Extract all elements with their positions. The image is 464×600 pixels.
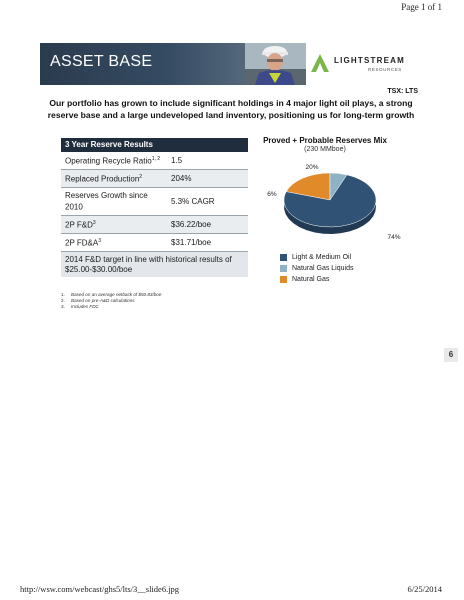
legend-swatch-natural-gas — [280, 276, 287, 283]
footnotes — [61, 292, 161, 309]
table-title: 3 Year Reserve Results — [61, 138, 248, 152]
row-value: $36.22/boe — [171, 219, 212, 229]
row-value: 204% — [171, 173, 192, 183]
slide — [40, 36, 454, 359]
intro-text — [40, 97, 422, 121]
ticker-symbol: TSX: LTS — [387, 88, 418, 95]
legend-item: Light & Medium Oil — [280, 252, 353, 263]
chart-title: Proved + Probable Reserves Mix — [263, 136, 387, 145]
chart-subtitle: (230 MMboe) — [304, 146, 346, 153]
legend-item: Natural Gas Liquids — [280, 263, 353, 274]
table-row — [61, 234, 248, 252]
pie-data-label: 74% — [387, 234, 401, 241]
table-row — [61, 216, 248, 234]
table-row — [61, 188, 248, 216]
legend-swatch-ngl — [280, 265, 287, 272]
legend-item: Natural Gas — [280, 274, 353, 285]
legend-swatch-light-oil — [280, 254, 287, 261]
footer-date: 6/25/2014 — [407, 584, 442, 594]
row-label: Replaced Production$^2$ — [65, 174, 143, 184]
table-body — [61, 152, 248, 252]
footer-url: http://wsw.com/webcast/ghs5/lts/3__slide6.jpg — [20, 584, 180, 594]
footnote: 1. Based on an average netback of $50.83/boe — [61, 292, 162, 297]
row-label: Operating Recycle Ratio$^{1, 2}$ — [65, 156, 161, 166]
fd-target-note: 2014 F&D target in line with historical results of $25.00-$30.00/boe — [61, 252, 248, 277]
row-value: $31.71/boe — [171, 237, 212, 247]
intro-line-2: reserve base and a large undeveloped land inventory, positioning us for long-term growth — [47, 110, 415, 120]
chart-legend — [280, 252, 353, 285]
footnote: 3. Includes FDC — [61, 303, 99, 309]
logo-subtext: RESOURCES — [368, 67, 402, 72]
table-row — [61, 152, 248, 170]
reserve-results-table — [61, 138, 248, 277]
slide-page-number: 6 — [444, 348, 458, 362]
worker-illustration — [245, 43, 307, 85]
reserves-pie-chart — [250, 158, 410, 250]
row-label: 2P $F\&D^3$ — [65, 219, 96, 230]
table-row — [61, 170, 248, 188]
banner — [40, 43, 422, 85]
row-label: 2P $FD\&A^3$ — [65, 238, 101, 248]
company-logo — [306, 43, 422, 85]
logo-text: LIGHTSTREAM — [334, 56, 405, 65]
worker-photo — [245, 43, 307, 85]
pie-data-label: 6% — [267, 191, 277, 198]
row-label: Reserves Growth since 2010 — [65, 191, 148, 212]
pie-data-label: 20% — [305, 164, 319, 171]
page-label: Page 1 of 1 — [401, 2, 442, 12]
lightstream-logo-icon — [309, 52, 331, 74]
slide-title: ASSET BASE — [50, 53, 153, 70]
intro-line-1: Our portfolio has grown to include significant holdings in 4 major light oil plays, a strong — [49, 98, 413, 108]
row-value: 5.3% CAGR — [171, 196, 215, 206]
row-value: 1.5 — [171, 155, 183, 165]
footnote: 2. Based on pre-A&D calculations — [61, 297, 135, 303]
